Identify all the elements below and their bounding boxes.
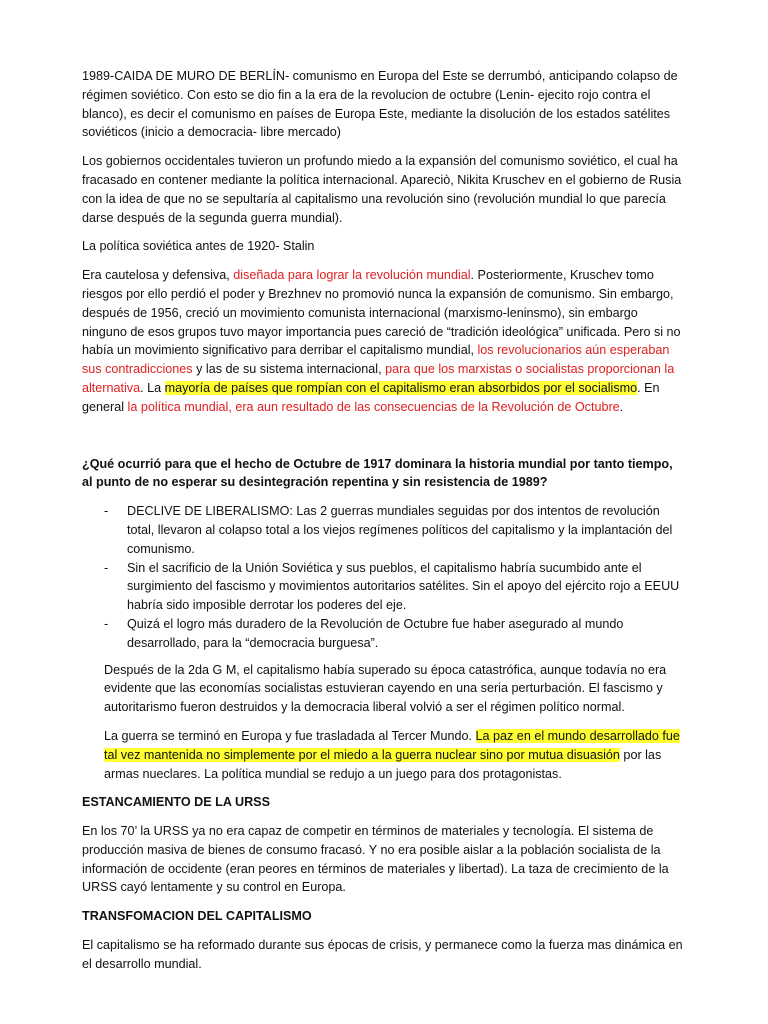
section-heading-urss: ESTANCAMIENTO DE LA URSS — [82, 795, 270, 810]
paragraph-urss: En los 70’ la URSS ya no era capaz de competir en términos de materiales y tecnología. El sistema de producción masiva de bienes de consumo fracasó. Y no era posible aislar a la población socialista de la información de occidente (eran peores en términos de materiales y libertad). La taza de crecimiento de la URSS cayó lentamente y su control en Europa. — [82, 824, 669, 895]
text-span: . — [619, 399, 624, 414]
red-emphasis: para que los marxistas o socialistas proporcionan la alternativa — [82, 362, 675, 395]
section-heading-capitalism: TRANSFOMACION DEL CAPITALISMO — [82, 909, 312, 924]
text-span: La guerra se terminó en Europa y fue trasladada al Tercer Mundo. — [104, 728, 476, 743]
text-span: Era cautelosa y defensiva, — [82, 268, 234, 283]
text-span: y las de su sistema internacional, — [192, 362, 386, 377]
dash-marker: - — [104, 504, 109, 519]
highlighted-text: La paz en el mundo desarrollado fue tal vez mantenida no simplemente por el miedo a la guerra nuclear sino por mutua disuasión — [104, 728, 680, 762]
paragraph-soviet-policy-title: La política soviética antes de 1920- Stalin — [82, 239, 315, 254]
paragraph-soviet-policy — [82, 266, 686, 416]
paragraph-western-fear: Los gobiernos occidentales tuvieron un profundo miedo a la expansión del comunismo soviético, el cual ha fracasado en contener mediante la política internacional. Apareciò, Nikita Kruschev en el gobierno de Rusia con la idea de que no se sepultaría al capitalismo una revolución sino (revolución mundial lo que parecía darse después de la segunda guerra mundial). — [82, 154, 682, 225]
question-heading: ¿Qué ocurrió para que el hecho de Octubre de 1917 dominara la historia mundial por tanto tiempo, al punto de no esperar su desintegración repentina y sin resistencia de 1989? — [82, 456, 673, 490]
text-span: . La — [140, 380, 165, 395]
paragraph-post-war: Después de la 2da G M, el capitalismo había superado su época catastrófica, aunque todavía no era evidente que las economías socialistas estuvieran cayendo en una seria perturbación. El fascismo y autoritarismo fueron destruidos y la democracia liberal volvió a ser el régimen político normal. — [104, 662, 667, 715]
text-span: . En general — [82, 380, 660, 414]
text-span: . Posteriormente, Kruschev tomo riesgos por ello perdió el poder y Brezhnev no promovió nunca la expansión de comunismo. Sin embargo, después de 1956, creció un movimiento comunista internacional (marxismo-leninsmo), sin embargo ninguno de esos grupos tuvo mayor importancia pues careció de “tradición ideológica” unificada. Pero si no había un movimiento significativo para derribar el capitalismo mundial, — [82, 268, 681, 358]
list-item-text: Quizá el logro más duradero de la Revolución de Octubre fue haber asegurado al mundo desarrollado, para la “democracia burguesa”. — [127, 616, 624, 650]
paragraph-capitalism: El capitalismo se ha reformado durante sus épocas de crisis, y permanece como la fuerza mas dinámica en el desarrollo mundial. — [82, 938, 683, 971]
red-emphasis: los revolucionarios aún esperaban sus contradicciones — [82, 343, 670, 377]
list-item-text: DECLIVE DE LIBERALISMO: Las 2 guerras mundiales seguidas por dos intentos de revolución total, llevaron al colapso total a los viejos regímenes políticos del capitalismo y la implantación del comunismo. — [127, 504, 673, 556]
red-emphasis: diseñada para lograr la revolución mundial — [233, 268, 471, 283]
dash-marker: - — [104, 560, 109, 575]
list-item — [82, 502, 686, 558]
list-item — [82, 615, 686, 653]
list-item-text: Sin el sacrificio de la Unión Soviética y sus pueblos, el capitalismo habría sucumbido ante el surgimiento del fascismo y movimientos autoritarios satélites. Sin el apoyo del ejército rojo a EEUU habría sido imposible derrotar los poderes del eje. — [127, 560, 680, 613]
dash-marker: - — [104, 616, 109, 631]
bullet-list — [82, 502, 686, 652]
text-span: por las armas nueclares. La política mundial se redujo a un juego para dos protagonistas. — [104, 747, 662, 781]
list-item — [82, 559, 686, 615]
red-emphasis: la política mundial, era aun resultado de las consecuencias de la Revolución de Octubre — [127, 399, 620, 414]
highlighted-text: mayoría de países que rompían con el capitalismo eran absorbidos por el socialismo — [164, 380, 638, 395]
paragraph-third-world — [82, 727, 686, 783]
paragraph-berlin-wall: 1989-CAIDA DE MURO DE BERLÍN- comunismo en Europa del Este se derrumbó, anticipando colapso de régimen soviético. Con esto se dio fin a la era de la revolucion de octubre (Lenin- ejecito rojo contra el blanco), es decir el comunismo en países de Europa Este, mediante la disolución de los estados satélites soviéticos (inicio a democracia- libre mercado) — [82, 69, 678, 140]
